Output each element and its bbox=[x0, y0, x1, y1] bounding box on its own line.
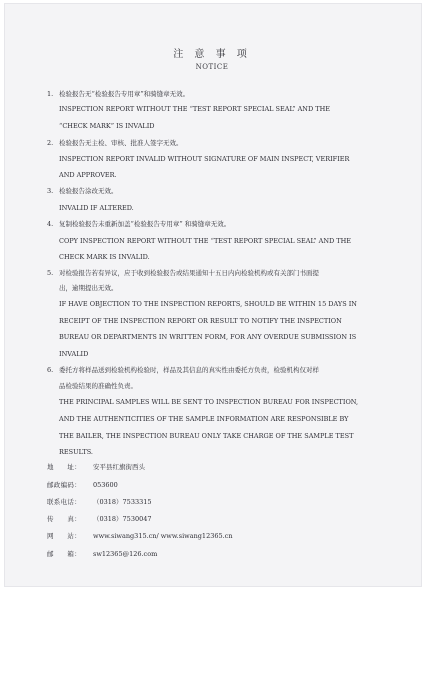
item-5-line-5: BUREAU OR DEPARTMENTS IN WRITTEN FORM, FOR ANY OVERDUE SUBMISSION IS bbox=[59, 333, 357, 341]
address-value: 安平县红旗街西头 bbox=[93, 463, 145, 471]
item-6-line-6: RESULTS. bbox=[59, 448, 93, 456]
postal-code-value: 053600 bbox=[93, 481, 118, 489]
item-5-line-2: 出，逾期提出无效。 bbox=[59, 284, 118, 292]
item-6-line-1: 委托方将样品送到检验机构检验时，样品及其信息的真实性由委托方负责，检验机构仅对样 bbox=[59, 366, 319, 374]
item-3-line-1: 检验报告涂改无效。 bbox=[59, 187, 118, 195]
item-4-line-2: COPY INSPECTION REPORT WITHOUT THE “TEST REPORT SPECIAL SEAL” AND THE bbox=[59, 237, 352, 245]
item-6-number: 6. bbox=[47, 366, 54, 374]
email-label: 邮 箱： bbox=[47, 550, 81, 558]
item-2-line-2: INSPECTION REPORT INVALID WITHOUT SIGNATURE OF MAIN INSPECT, VERIFIER bbox=[59, 155, 350, 163]
item-2-line-3: AND APPROVER. bbox=[59, 171, 117, 179]
item-6-line-4: AND THE AUTHENTICITIES OF THE SAMPLE INFORMATION ARE RESPONSIBLE BY bbox=[59, 415, 349, 423]
email-value: sw12365@126.com bbox=[93, 550, 158, 558]
address-label: 地 址： bbox=[47, 463, 81, 471]
website-value: www.siwang315.cn/ www.siwang12365.cn bbox=[93, 532, 233, 540]
fax-label: 传 真： bbox=[47, 515, 81, 523]
item-1-line-1: 检验报告无“检验报告专用章”和骑缝章无效。 bbox=[59, 90, 190, 98]
notice-subtitle: NOTICE bbox=[195, 63, 229, 71]
item-4-number: 4. bbox=[47, 220, 54, 228]
item-5-line-3: IF HAVE OBJECTION TO THE INSPECTION REPORTS, SHOULD BE WITHIN 15 DAYS IN bbox=[59, 300, 357, 308]
item-5-line-6: INVALID bbox=[59, 350, 89, 358]
item-6-line-2: 品检验结果的准确性负责。 bbox=[59, 382, 137, 390]
item-5-line-4: RECEIPT OF THE INSPECTION REPORT OR RESULT TO NOTIFY THE INSPECTION bbox=[59, 317, 342, 325]
phone-value: （0318）7533315 bbox=[93, 498, 152, 506]
item-1-line-2: INSPECTION REPORT WITHOUT THE “TEST REPORT SPECIAL SEAL” AND THE bbox=[59, 105, 331, 113]
item-3-line-2: INVALID IF ALTERED. bbox=[59, 204, 134, 212]
phone-label: 联系电话： bbox=[47, 498, 81, 506]
item-5-number: 5. bbox=[47, 269, 54, 277]
notice-title: 注 意 事 项 bbox=[173, 49, 251, 60]
item-4-line-3: CHECK MARK IS INVALID. bbox=[59, 253, 150, 261]
item-5-line-1: 对检验报告若有异议，应于收到检验报告或结果通知十五日内向检验机构或有关部门书面提 bbox=[59, 269, 319, 277]
item-4-line-1: 复制检验报告未重新加盖“检验报告专用章” 和骑缝章无效。 bbox=[59, 220, 231, 228]
fax-value: （0318）7530047 bbox=[93, 515, 152, 523]
website-label: 网 站： bbox=[47, 532, 81, 540]
item-6-line-5: THE BAILER, THE INSPECTION BUREAU ONLY TAKE CHARGE OF THE SAMPLE TEST bbox=[59, 432, 354, 440]
item-2-number: 2. bbox=[47, 139, 54, 147]
item-1-line-3: “CHECK MARK” IS INVALID bbox=[59, 122, 155, 130]
item-1-number: 1. bbox=[47, 90, 54, 98]
item-2-line-1: 检验报告无主检、审核、批准人签字无效。 bbox=[59, 139, 183, 147]
item-6-line-3: THE PRINCIPAL SAMPLES WILL BE SENT TO INSPECTION BUREAU FOR INSPECTION, bbox=[59, 398, 359, 406]
item-3-number: 3. bbox=[47, 187, 54, 195]
postal-code-label: 邮政编码： bbox=[47, 481, 81, 489]
